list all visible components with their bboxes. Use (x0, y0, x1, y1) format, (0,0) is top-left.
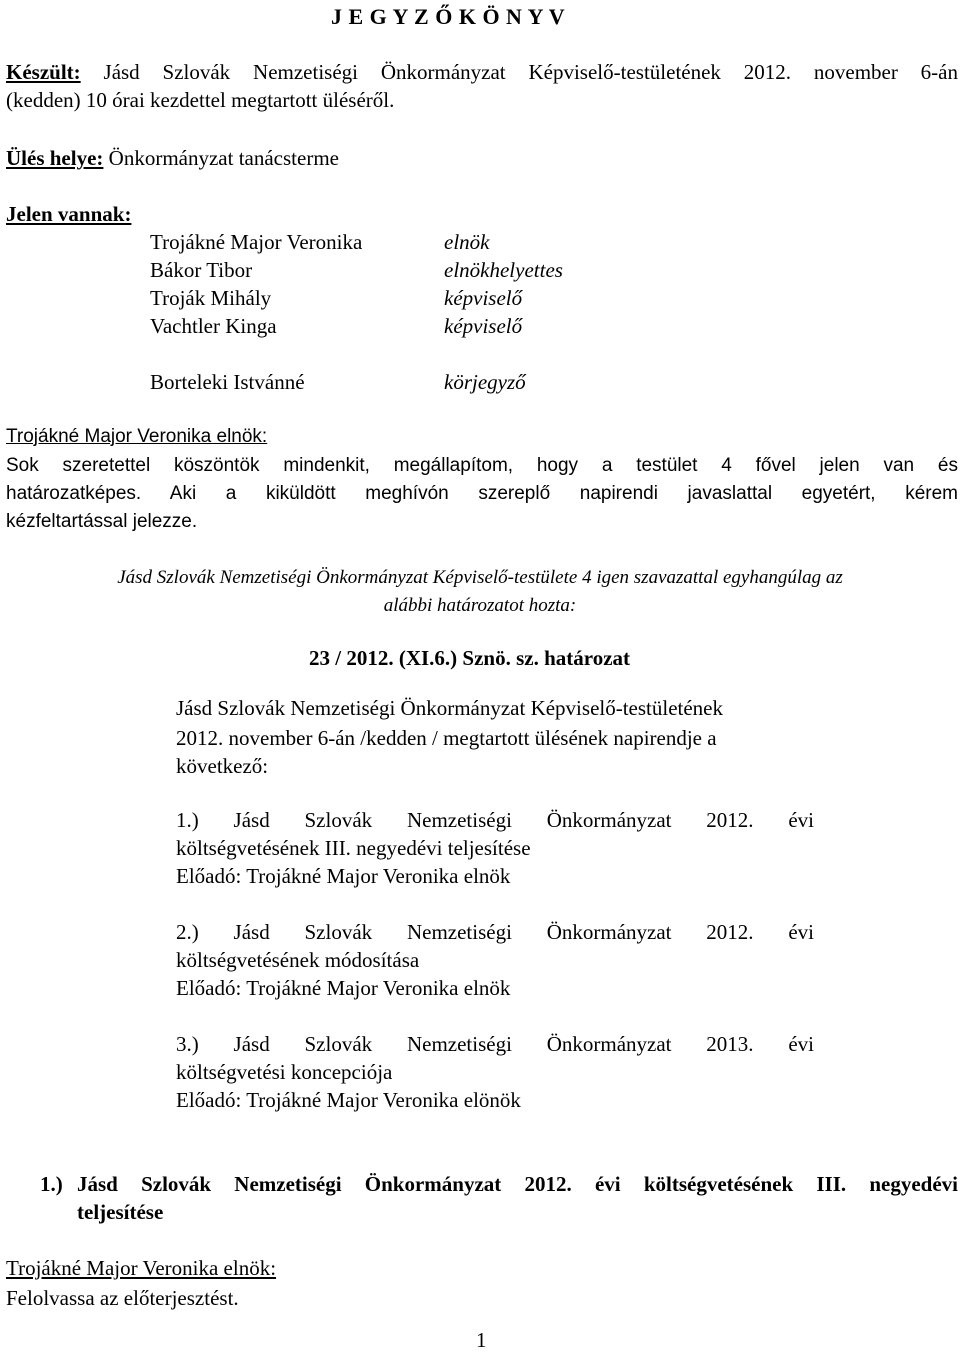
agenda-item-3-line-1: 3.) Jásd Szlovák Nemzetiségi Önkormányzat 2013. évi (176, 1032, 814, 1056)
made-text-1: Jásd Szlovák Nemzetiségi Önkormányzat Képviselő-testületének 2012. november 6-án (103, 60, 959, 84)
vote-line-2: alábbi határozatot hozta: (383, 595, 577, 616)
member-role-2: elnökhelyettes (444, 258, 563, 282)
member-name-3: Troják Mihály (150, 286, 272, 310)
speech1-line2-wrap (6, 483, 958, 505)
resolution-intro-2: 2012. november 6-án /kedden / megtartott ülésének napirendje a (176, 726, 717, 750)
speech1-line-1: Sok szeretettel köszöntök mindenkit, megállapítom, hogy a testület 4 fővel jelen van és (6, 455, 958, 476)
venue-value: Önkormányzat tanácsterme (108, 146, 339, 170)
agenda-heading-line-2: teljesítése (77, 1200, 164, 1224)
agenda-heading-line1-wrap (77, 1172, 958, 1197)
member-name-4: Vachtler Kinga (150, 314, 277, 338)
resolution-number: 23 / 2012. (XI.6.) Sznö. sz. határozat (309, 646, 631, 670)
venue-line (6, 146, 339, 171)
agenda-item-1-presenter: Előadó: Trojákné Major Veronika elnök (176, 864, 511, 888)
speech1-line-2: határozatképes. Aki a kiküldött meghívón szereplő napirendi javaslattal egyetért, kérem (6, 483, 958, 504)
member-role-3: képviselő (444, 286, 523, 310)
agenda-item-2 (176, 920, 814, 945)
agenda-item-3-line-2: költségvetési koncepciója (176, 1060, 393, 1084)
speech1-line-3: kézfeltartással jelezze. (6, 511, 198, 532)
made-label: Készült: (6, 60, 81, 84)
vote-line-1: Jásd Szlovák Nemzetiségi Önkormányzat Képviselő-testülete 4 igen szavazattal egyhangúlag az (117, 567, 843, 588)
document-title: J E G Y Z Ő K Ö N Y V (331, 4, 566, 29)
agenda-heading-line-1: Jásd Szlovák Nemzetiségi Önkormányzat 2012. évi költségvetésének III. negyedévi (77, 1172, 958, 1196)
agenda-item-2-line-2: költségvetésének módosítása (176, 948, 420, 972)
member-name-5: Borteleki Istvánné (150, 370, 305, 394)
agenda-item-3 (176, 1032, 814, 1057)
agenda-item-1-line-2: költségvetésének III. negyedévi teljesítése (176, 836, 531, 860)
resolution-intro-3: következő: (176, 754, 269, 778)
resolution-intro-1: Jásd Szlovák Nemzetiségi Önkormányzat Képviselő-testületének (176, 696, 724, 720)
agenda-item-1 (176, 808, 814, 833)
agenda-item-1-line-1: 1.) Jásd Szlovák Nemzetiségi Önkormányzat 2012. évi (176, 808, 814, 832)
page-number: 1 (476, 1328, 487, 1352)
member-role-4: képviselő (444, 314, 523, 338)
agenda-item-3-presenter: Előadó: Trojákné Major Veronika elönök (176, 1088, 521, 1112)
venue-label: Ülés helye: (6, 146, 104, 170)
speech1-line1-wrap (6, 455, 958, 477)
present-label: Jelen vannak: (6, 202, 132, 226)
made-text-2: (kedden) 10 órai kezdettel megtartott üléséről. (6, 88, 395, 112)
member-name-1: Trojákné Major Veronika (150, 230, 363, 254)
speaker-2: Trojákné Major Veronika elnök: (6, 1256, 277, 1280)
member-role-1: elnök (444, 230, 490, 254)
speech2-text: Felolvassa az előterjesztést. (6, 1286, 239, 1310)
agenda-item-2-presenter: Előadó: Trojákné Major Veronika elnök (176, 976, 511, 1000)
member-name-2: Bákor Tibor (150, 258, 253, 282)
speaker-1: Trojákné Major Veronika elnök: (6, 426, 268, 447)
made-line-1 (6, 60, 958, 85)
agenda-heading-number: 1.) (40, 1172, 63, 1196)
member-role-5: körjegyző (444, 370, 526, 394)
agenda-item-2-line-1: 2.) Jásd Szlovák Nemzetiségi Önkormányzat 2012. évi (176, 920, 814, 944)
